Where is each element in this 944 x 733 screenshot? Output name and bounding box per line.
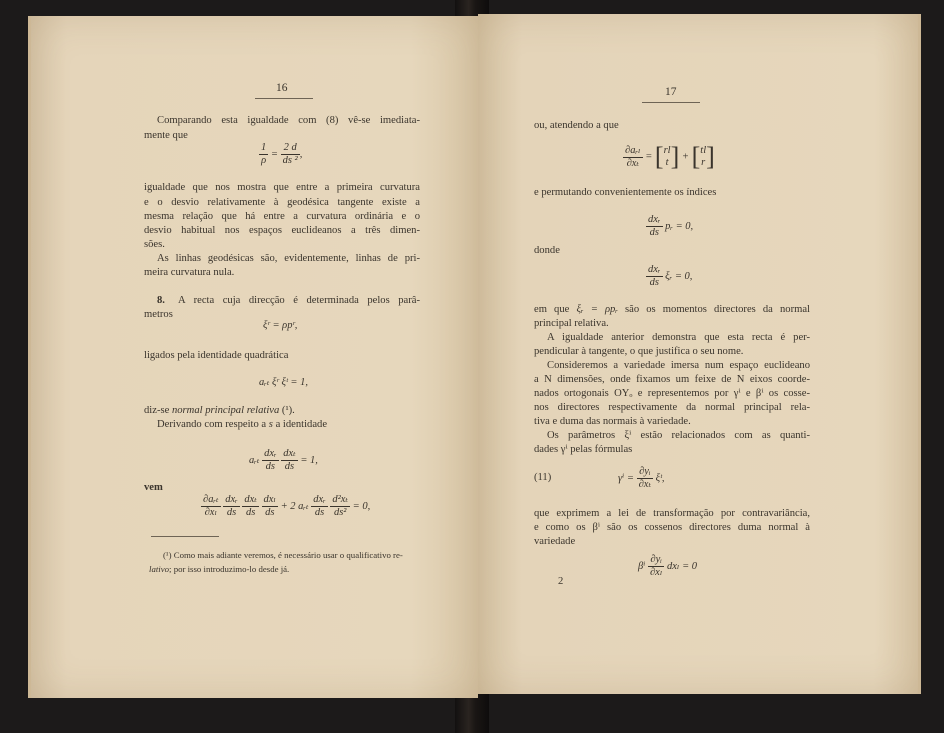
text-line: principal relativa. [534,318,609,329]
text-line: donde [534,245,560,256]
text-line: mente que [144,130,188,141]
text-line: A recta cuja direcção é determinada pelos parâ- [178,295,420,306]
text-line: diz-se normal principal relativa (¹). [144,405,295,416]
text-line: As linhas geodésicas são, evidentemente, linhas de pri- [157,253,420,264]
text-line: em que ξᵣ = ρpᵣ são os momentos directores da normal [534,304,810,315]
header-rule [642,102,700,103]
left-page [28,16,478,698]
text-line: pendicular à tangente, o que justifica o seu nome. [534,346,744,357]
header-rule [255,98,313,99]
text-line: Comparando esta igualdade com (8) vê-se imediata- [157,115,420,126]
footnote: lativo; por isso introduzimo-lo desde já. [149,564,290,574]
text-line: metros [144,309,173,320]
equation: βⁱ $\frac{\text{∂yᵢ}}{\text{∂xₗ}}$ dxₗ = 0 [638,554,698,578]
text-line: e como os βⁱ são os cossenos directores duma normal à [534,522,810,533]
equation-label: (11) [534,472,552,483]
text-line: a N dimensões, onde fixamos um feixe de N eixos coorde- [534,374,810,385]
text-line: Derivando com respeito a s a identidade [157,419,328,430]
text-line: tiva e duma das normais à variedade. [534,416,691,427]
text-line: e permutando convenientemente os índices [534,187,717,198]
signature-mark: 2 [558,576,564,587]
text-line: dades γⁱ pelas fórmulas [534,444,633,455]
text-line: desvio habitual nos espaços euclideanos a três dimen- [144,225,420,236]
equation: $\frac{\text{∂aᵣₜ}}{\text{∂xₗ}}$ $\frac{\text{dxᵣ}}{ds}$ $\frac{\text{dxₜ}}{ds}$ $\frac{\text{dxₗ}}{ds}$ + 2 aᵣₜ $\frac{\text{dxᵣ}}{ds}$ $\frac{\text{d²xₜ}}{\text{ds²}}$ = 0, [203,494,371,518]
text-line: que exprimem a lei de transformação por contravariância, [534,508,810,519]
equation: γⁱ = $\frac{\text{∂yᵢ}}{\text{∂xₜ}}$ ξᵗ, [618,466,665,490]
text-line: Os parâmetros ξⁱ estão relacionados com as quanti- [547,430,810,441]
text-line: ligados pela identidade quadrática [144,350,289,361]
text-line: sões. [144,239,165,250]
text-line: A igualdade anterior demonstra que esta recta é per- [547,332,810,343]
text-line: vem [144,482,163,493]
text-line: igualdade que nos mostra que entre a primeira curvatura [144,182,420,193]
text-line: e o desvio relativamente à geodésica tangente existe a [144,197,420,208]
equation: $\frac{1}{\rho}$ = $\frac{2 d}{\text{ds ²}}$ , [261,142,303,166]
footnote: (¹) Como mais adiante veremos, é necessário usar o qualificativo re- [163,550,403,560]
text-line: mesma relação que há entre a curvatura ordinária e o [144,211,420,222]
text-line: Consideremos a variedade imersa num espaço euclideano [547,360,810,371]
page-number: 17 [665,86,677,98]
equation: aᵣₜ ξʳ ξᵗ = 1, [259,377,308,388]
text-line: meira curvatura nula. [144,267,235,278]
page-number: 16 [276,82,288,94]
equation: $\frac{\text{∂aᵣₗ}}{\text{∂xₜ}}$ = [ rl t ] + [ tl r ] [625,142,715,171]
footnote-rule [151,536,219,537]
text-line: variedade [534,536,576,547]
text-line: ou, atendendo a que [534,120,619,131]
right-page [478,14,921,694]
equation: ξʳ = ρpʳ, [263,320,298,331]
equation: aᵣₜ $\frac{\text{dxᵣ}}{ds}$ $\frac{\text{dxₜ}}{ds}$ = 1, [249,448,318,472]
equation: $\frac{\text{dxᵣ}}{ds}$ pᵣ = 0, [648,214,694,238]
equation: $\frac{\text{dxᵣ}}{ds}$ ξᵣ = 0, [648,264,693,288]
text-line: nos directores respectivamente da normal principal rela- [534,402,810,413]
text-line: nados ortogonais OYₒ e representemos por γⁱ e βⁱ os cosse- [534,388,810,399]
section-number: 8. [157,295,165,306]
